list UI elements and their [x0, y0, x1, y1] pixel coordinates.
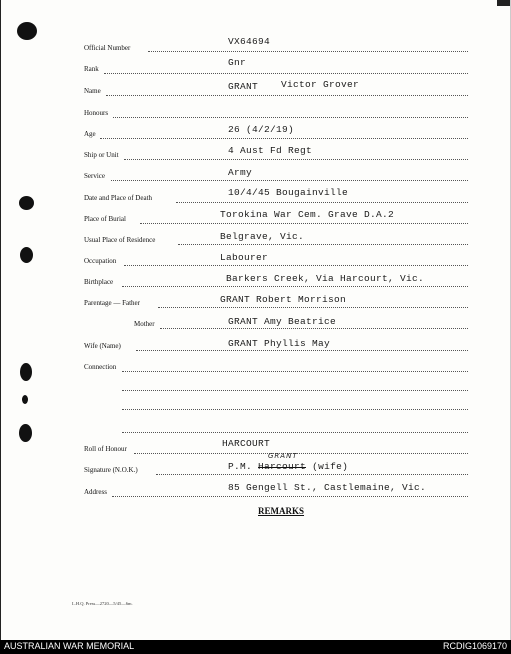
signature-handwritten-correction: GRANT	[268, 452, 298, 460]
dotted-line	[106, 95, 468, 96]
official-number-value: VX64694	[228, 36, 271, 47]
remarks-heading: REMARKS	[258, 506, 305, 516]
dotted-line	[113, 117, 468, 118]
burial-value: Torokina War Cem. Grave D.A.2	[220, 209, 395, 220]
dotted-line	[160, 328, 468, 329]
dotted-line	[112, 496, 468, 497]
left-edge-mark	[0, 0, 1, 640]
dotted-line	[124, 159, 468, 160]
punch-hole	[19, 196, 34, 210]
dotted-line	[148, 51, 468, 52]
name-surname-value: GRANT	[228, 81, 259, 92]
dotted-line	[122, 409, 468, 410]
signature-suffix: (wife)	[312, 461, 349, 472]
wife-label: Wife (Name)	[84, 342, 121, 350]
name-given-value: Victor Grover	[281, 79, 360, 90]
signature-prefix: P.M.	[228, 461, 253, 472]
punch-hole	[22, 395, 28, 404]
mother-label: Mother	[134, 320, 155, 328]
father-label: Parentage — Father	[84, 299, 140, 307]
roll-of-honour-label: Roll of Honour	[84, 445, 127, 453]
honours-label: Honours	[84, 109, 109, 117]
age-label: Age	[84, 130, 96, 138]
dotted-line	[158, 307, 468, 308]
dotted-line	[100, 138, 468, 139]
service-value: Army	[228, 167, 253, 178]
official-number-label: Official Number	[84, 44, 131, 52]
dotted-line	[111, 180, 468, 181]
punch-hole	[20, 363, 32, 381]
address-label: Address	[84, 488, 107, 496]
footer-institution: AUSTRALIAN WAR MEMORIAL	[4, 641, 135, 651]
dotted-line	[136, 350, 468, 351]
dotted-line	[122, 371, 468, 372]
residence-label: Usual Place of Residence	[84, 236, 156, 244]
ship-or-unit-label: Ship or Unit	[84, 151, 119, 159]
punch-hole	[19, 424, 32, 442]
dotted-line	[122, 432, 468, 433]
footer-record-id: RCDIG1069170	[442, 641, 507, 651]
burial-label: Place of Burial	[84, 215, 126, 223]
address-value: 85 Gengell St., Castlemaine, Vic.	[228, 482, 427, 493]
birthplace-value: Barkers Creek, Via Harcourt, Vic.	[226, 273, 425, 284]
dotted-line	[156, 474, 468, 475]
death-value: 10/4/45 Bougainville	[228, 187, 349, 198]
dotted-line	[178, 244, 468, 245]
occupation-value: Labourer	[220, 252, 269, 263]
birthplace-label: Birthplace	[84, 278, 114, 286]
punch-hole	[20, 247, 33, 263]
roll-of-honour-value: HARCOURT	[222, 438, 271, 449]
service-label: Service	[84, 172, 105, 180]
dotted-line	[122, 286, 468, 287]
rank-label: Rank	[84, 65, 99, 73]
dotted-line	[124, 265, 468, 266]
death-label: Date and Place of Death	[84, 194, 153, 202]
dotted-line	[140, 223, 468, 224]
signature-label: Signature (N.O.K.)	[84, 466, 138, 474]
dotted-line	[176, 202, 468, 203]
occupation-label: Occupation	[84, 257, 117, 265]
dotted-line	[104, 73, 468, 74]
mother-value: GRANT Amy Beatrice	[228, 316, 337, 327]
signature-struck-text: Harcourt	[258, 461, 307, 472]
dotted-line	[134, 453, 468, 454]
father-value: GRANT Robert Morrison	[220, 294, 347, 305]
archive-footer-bar	[0, 640, 511, 654]
printer-imprint: L.H.Q. Press—2720—5/45—6m.	[72, 601, 133, 606]
dotted-line	[122, 390, 468, 391]
wife-value: GRANT Phyllis May	[228, 338, 331, 349]
punch-hole	[17, 22, 37, 40]
ship-or-unit-value: 4 Aust Fd Regt	[228, 145, 313, 156]
residence-value: Belgrave, Vic.	[220, 231, 305, 242]
age-value: 26 (4/2/19)	[228, 124, 295, 135]
rank-value: Gnr	[228, 57, 247, 68]
corner-mark	[497, 0, 511, 6]
signature-value	[228, 461, 348, 472]
connection-label: Connection	[84, 363, 117, 371]
name-label: Name	[84, 87, 101, 95]
